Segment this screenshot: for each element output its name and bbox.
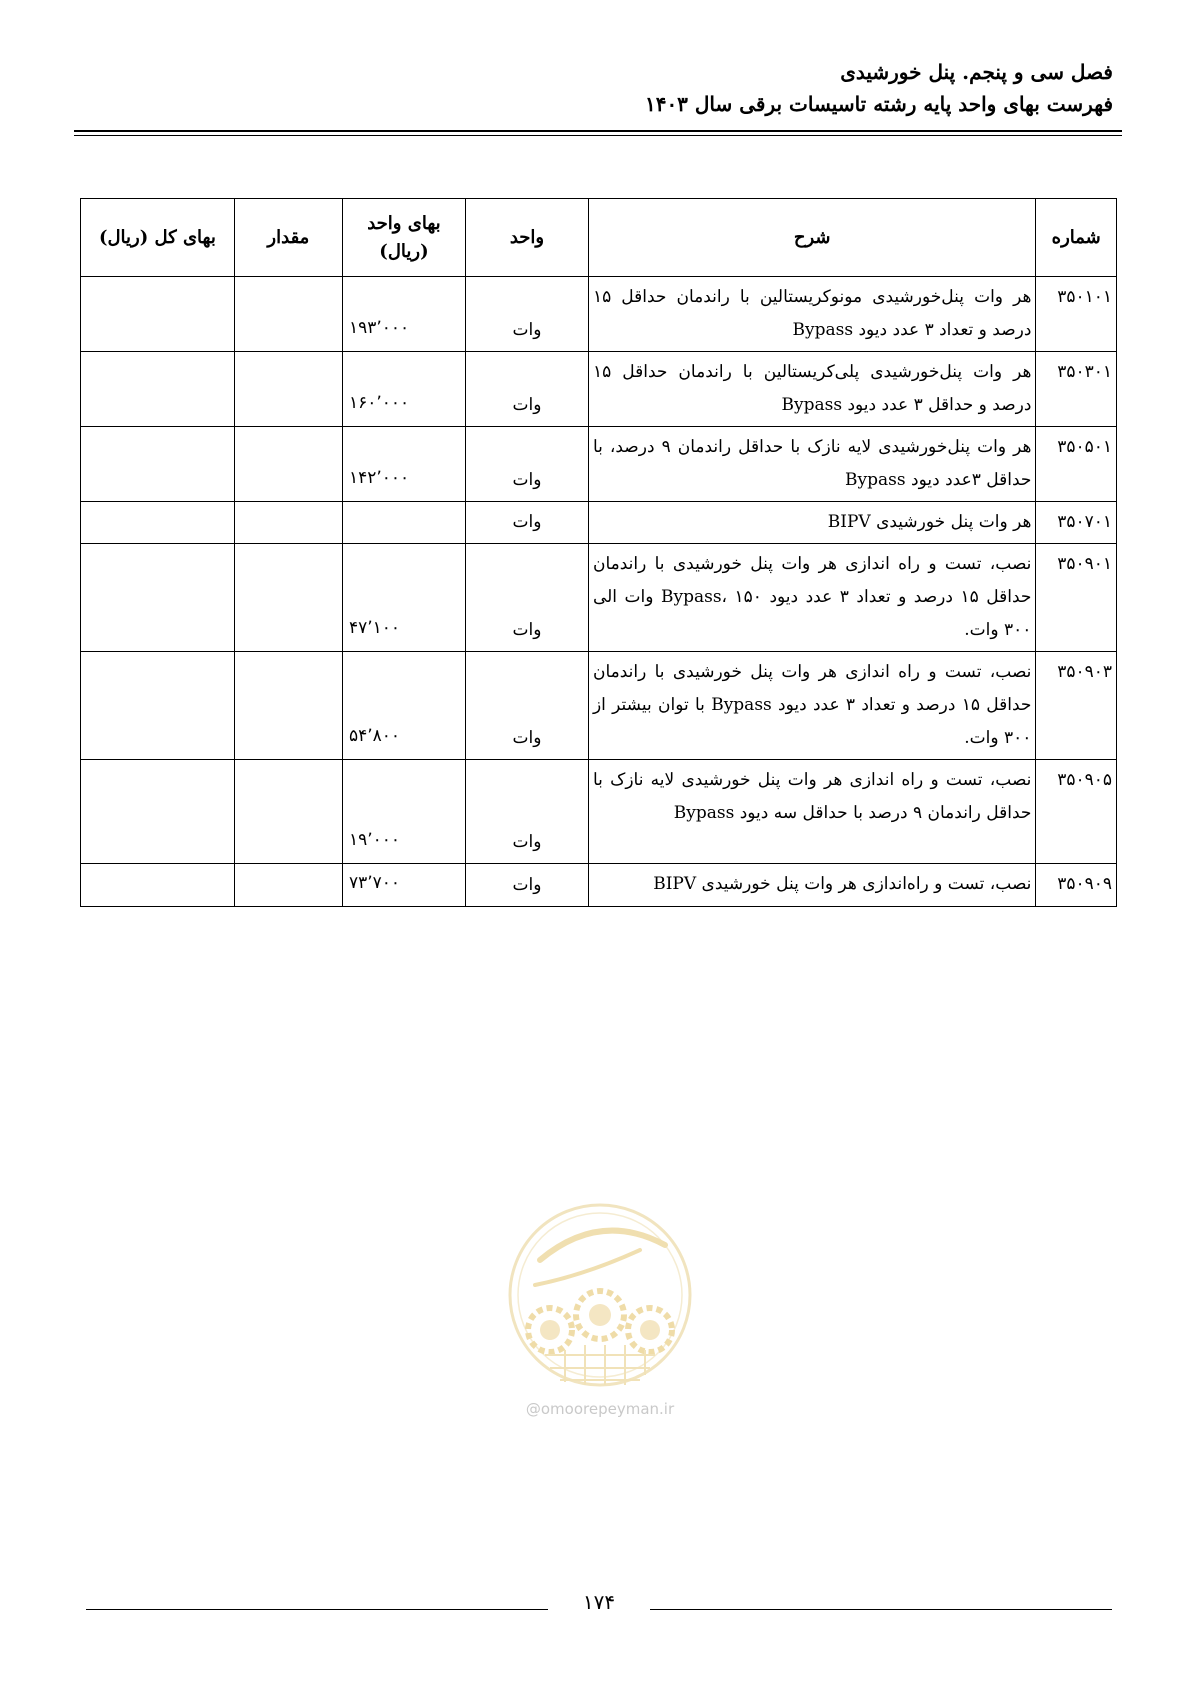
- item-quantity: [234, 652, 342, 760]
- unit-price-label: بهای واحد: [367, 212, 441, 234]
- table-row: [81, 427, 1117, 502]
- item-quantity: [234, 427, 342, 502]
- item-unit: وات: [465, 760, 588, 864]
- item-description: نصب، تست و راه اندازی هر وات پنل خورشیدی با راندمان حداقل ۱۵ درصد و تعداد ۳ عدد دیود Bypass با توان بیشتر از ۳۰۰ وات.: [588, 652, 1035, 760]
- watermark-url: @omoorepeyman.ir: [525, 1400, 675, 1418]
- column-header-total-price: بهای کل (ریال): [81, 199, 235, 277]
- item-description: نصب، تست و راه اندازی هر وات پنل خورشیدی لایه نازک با حداقل راندمان ۹ درصد با حداقل سه دیود Bypass: [588, 760, 1035, 864]
- item-unit-price: ۷۳٬۷۰۰: [342, 864, 465, 907]
- column-header-quantity: مقدار: [234, 199, 342, 277]
- table-row: [81, 760, 1117, 864]
- item-description: هر وات پنل خورشیدی BIPV: [588, 502, 1035, 544]
- item-unit-price: ۱۹٬۰۰۰: [342, 760, 465, 864]
- item-unit-price: [342, 502, 465, 544]
- item-description: هر وات پنل‌خورشیدی لایه نازک با حداقل راندمان ۹ درصد، با حداقل ۳عدد دیود Bypass: [588, 427, 1035, 502]
- table-row: [81, 544, 1117, 652]
- table-row: [81, 864, 1117, 907]
- item-unit: وات: [465, 277, 588, 352]
- item-total: [81, 502, 235, 544]
- item-code: ۳۵۰۹۰۱: [1036, 544, 1117, 652]
- footer-rule-left: [86, 1609, 548, 1610]
- item-quantity: [234, 760, 342, 864]
- item-description: نصب، تست و راه اندازی هر وات پنل خورشیدی با راندمان حداقل ۱۵ درصد و تعداد ۳ عدد دیود Bypass، ۱۵۰ وات الی ۳۰۰ وات.: [588, 544, 1035, 652]
- footer-rule-right: [650, 1609, 1112, 1610]
- table-row: [81, 277, 1117, 352]
- item-code: ۳۵۰۹۰۳: [1036, 652, 1117, 760]
- item-quantity: [234, 277, 342, 352]
- page-header: [645, 58, 1113, 118]
- watermark-logo: [505, 1190, 695, 1420]
- unit-price-currency: (ریال): [379, 240, 429, 262]
- column-header-unit: واحد: [465, 199, 588, 277]
- header-rule-thin: [74, 135, 1122, 136]
- item-unit-price: ۱۶۰٬۰۰۰: [342, 352, 465, 427]
- item-unit: وات: [465, 427, 588, 502]
- item-code: ۳۵۰۹۰۵: [1036, 760, 1117, 864]
- item-total: [81, 352, 235, 427]
- item-total: [81, 277, 235, 352]
- table-row: [81, 502, 1117, 544]
- item-unit: وات: [465, 544, 588, 652]
- item-total: [81, 652, 235, 760]
- item-description: هر وات پنل‌خورشیدی مونوکریستالین با راندمان حداقل ۱۵ درصد و تعداد ۳ عدد دیود Bypass: [588, 277, 1035, 352]
- column-header-code: شماره: [1036, 199, 1117, 277]
- item-code: ۳۵۰۳۰۱: [1036, 352, 1117, 427]
- chapter-title: فصل سی و پنجم. پنل خورشیدی: [840, 60, 1113, 84]
- item-unit-price: ۵۴٬۸۰۰: [342, 652, 465, 760]
- item-total: [81, 427, 235, 502]
- table-row: [81, 352, 1117, 427]
- item-total: [81, 864, 235, 907]
- item-code: ۳۵۰۷۰۱: [1036, 502, 1117, 544]
- table-row: [81, 652, 1117, 760]
- item-description: نصب، تست و راه‌اندازی هر وات پنل خورشیدی BIPV: [588, 864, 1035, 907]
- item-quantity: [234, 352, 342, 427]
- document-subtitle: فهرست بهای واحد پایه رشته تاسیسات برقی سال ۱۴۰۳: [644, 92, 1113, 116]
- price-list-table: [80, 198, 1117, 907]
- item-unit: وات: [465, 652, 588, 760]
- item-unit-price: ۴۷٬۱۰۰: [342, 544, 465, 652]
- item-quantity: [234, 544, 342, 652]
- item-code: ۳۵۰۵۰۱: [1036, 427, 1117, 502]
- column-header-unit-price: [342, 199, 465, 277]
- item-unit-price: ۱۴۲٬۰۰۰: [342, 427, 465, 502]
- item-unit: وات: [465, 864, 588, 907]
- item-total: [81, 760, 235, 864]
- item-description: هر وات پنل‌خورشیدی پلی‌کریستالین با راندمان حداقل ۱۵ درصد و حداقل ۳ عدد دیود Bypass: [588, 352, 1035, 427]
- table-header-row: [81, 199, 1117, 277]
- item-quantity: [234, 502, 342, 544]
- item-unit-price: ۱۹۳٬۰۰۰: [342, 277, 465, 352]
- item-code: ۳۵۰۹۰۹: [1036, 864, 1117, 907]
- item-total: [81, 544, 235, 652]
- page-number: ۱۷۴: [582, 1590, 616, 1614]
- header-rule-thick: [74, 130, 1122, 132]
- item-quantity: [234, 864, 342, 907]
- column-header-description: شرح: [588, 199, 1035, 277]
- item-code: ۳۵۰۱۰۱: [1036, 277, 1117, 352]
- item-unit: وات: [465, 502, 588, 544]
- item-unit: وات: [465, 352, 588, 427]
